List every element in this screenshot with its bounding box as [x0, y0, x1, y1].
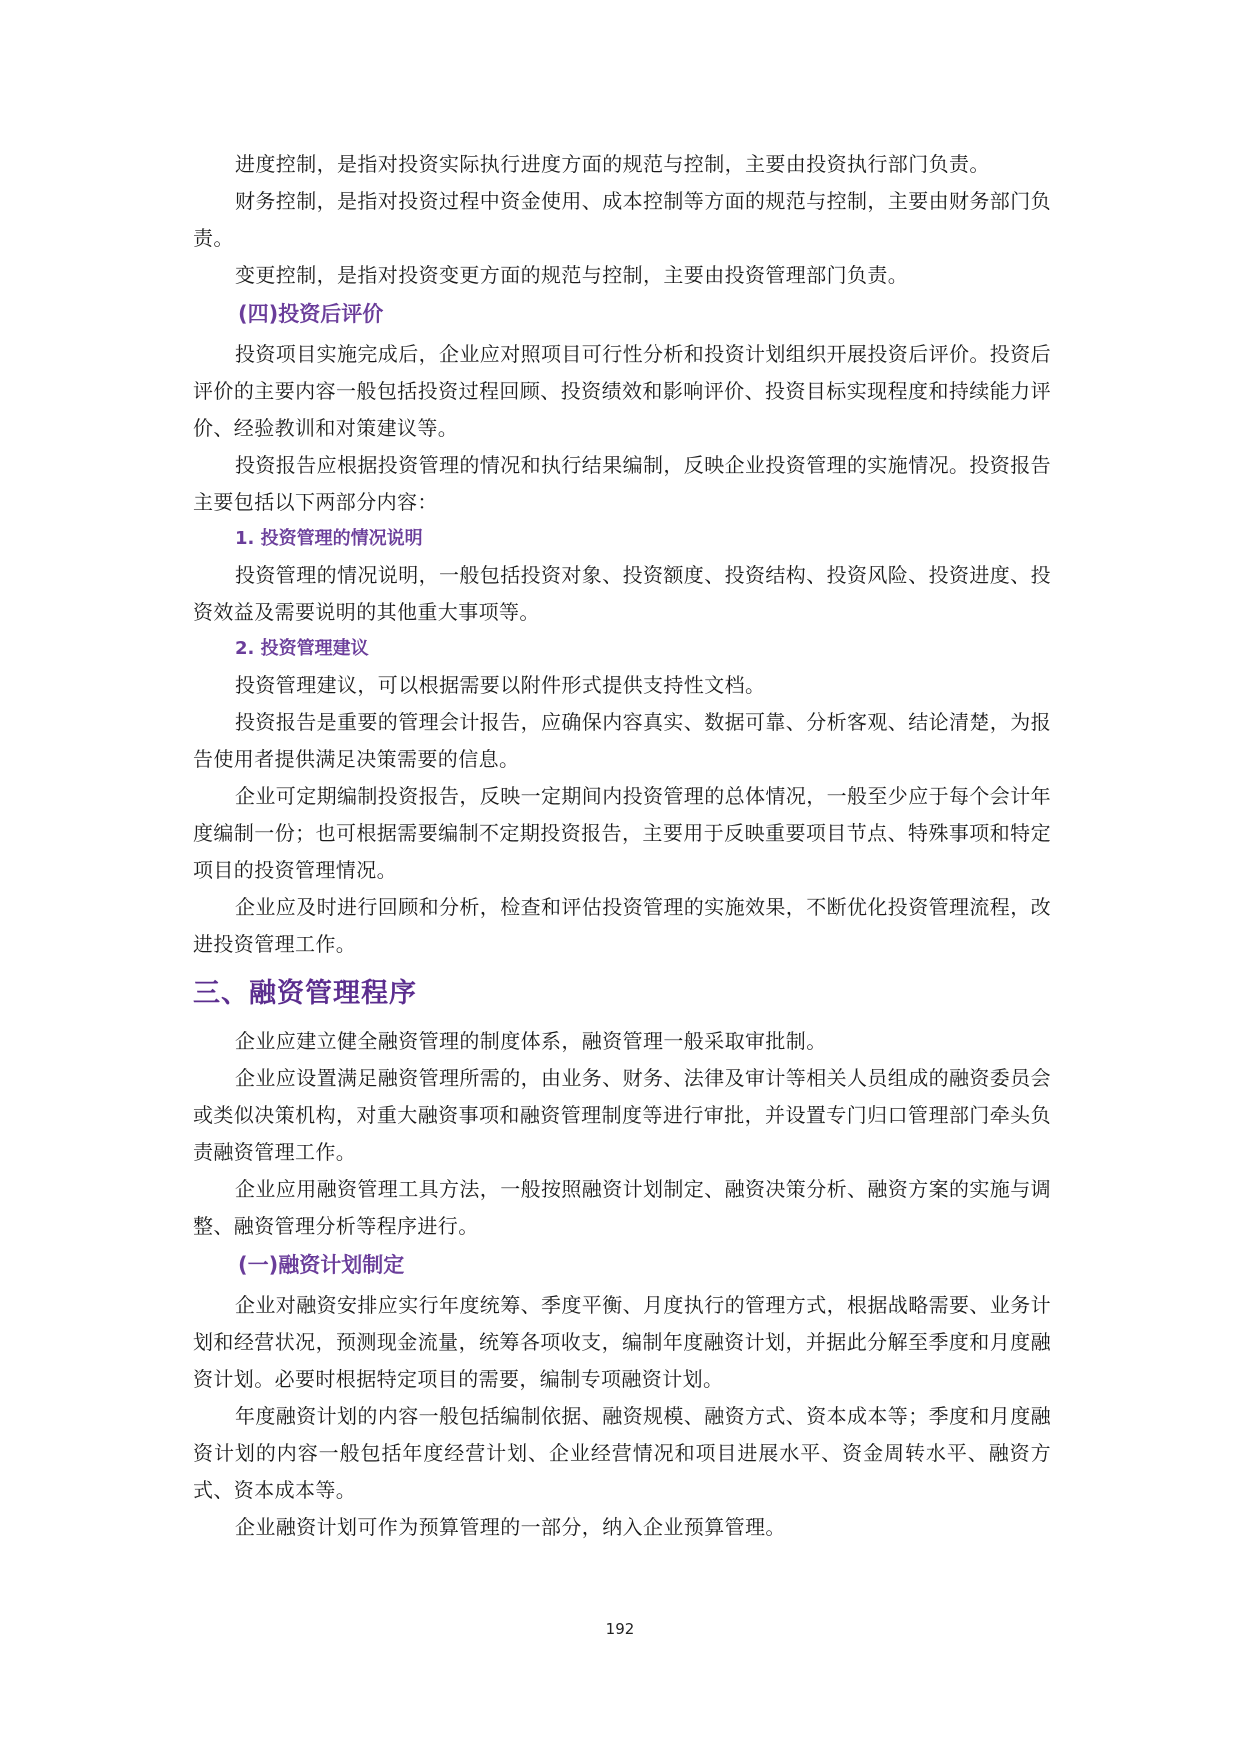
- paragraph-situation-description: 投资管理的情况说明，一般包括投资对象、投资额度、投资结构、投资风险、投资进度、投资效益及需要说明的其他重大事项等。: [193, 563, 1051, 624]
- paragraph-financing-system: 企业应建立健全融资管理的制度体系，融资管理一般采取审批制。: [235, 1029, 827, 1053]
- heading-item-2: 2. 投资管理建议: [235, 638, 369, 659]
- paragraph-financing-committee: 企业应设置满足融资管理所需的，由业务、财务、法律及审计等相关人员组成的融资委员会或类似决策机构，对重大融资事项和融资管理制度等进行审批，并设置专门归口管理部门牵头负责融资管理工作。: [193, 1066, 1051, 1164]
- paragraph-review-analysis: 企业应及时进行回顾和分析，检查和评估投资管理的实施效果，不断优化投资管理流程，改进投资管理工作。: [193, 895, 1051, 956]
- paragraph-post-evaluation: 投资项目实施完成后，企业应对照项目可行性分析和投资计划组织开展投资后评价。投资后评价的主要内容一般包括投资过程回顾、投资绩效和影响评价、投资目标实现程度和持续能力评价、经验教训和对策建议等。: [193, 342, 1051, 440]
- paragraph-progress-control: 进度控制，是指对投资实际执行进度方面的规范与控制，主要由投资执行部门负责。: [235, 152, 990, 176]
- paragraph-plan-contents: 年度融资计划的内容一般包括编制依据、融资规模、融资方式、资本成本等；季度和月度融资计划的内容一般包括年度经营计划、企业经营情况和项目进展水平、资金周转水平、融资方式、资本成本等。: [193, 1404, 1051, 1502]
- paragraph-budget-management: 企业融资计划可作为预算管理的一部分，纳入企业预算管理。: [235, 1515, 786, 1539]
- paragraph-management-suggestions: 投资管理建议，可以根据需要以附件形式提供支持性文档。: [235, 673, 766, 697]
- paragraph-change-control: 变更控制，是指对投资变更方面的规范与控制，主要由投资管理部门负责。: [235, 263, 909, 287]
- section-title-financing-procedure: 三、融资管理程序: [193, 978, 417, 1009]
- document-page: [193, 146, 1051, 1546]
- paragraph-investment-report: 投资报告应根据投资管理的情况和执行结果编制，反映企业投资管理的实施情况。投资报告主要包括以下两部分内容：: [193, 453, 1051, 514]
- paragraph-annual-plan: 企业对融资安排应实行年度统筹、季度平衡、月度执行的管理方式，根据战略需要、业务计划和经营状况，预测现金流量，统筹各项收支，编制年度融资计划，并据此分解至季度和月度融资计划。必要时根据特定项目的需要，编制专项融资计划。: [193, 1293, 1051, 1391]
- heading-financing-plan: (一)融资计划制定: [238, 1253, 405, 1277]
- paragraph-financing-tools: 企业应用融资管理工具方法，一般按照融资计划制定、融资决策分析、融资方案的实施与调整、融资管理分析等程序进行。: [193, 1177, 1051, 1238]
- paragraph-financial-control: 财务控制，是指对投资过程中资金使用、成本控制等方面的规范与控制，主要由财务部门负责。: [193, 189, 1051, 250]
- page-number: 192: [605, 1620, 635, 1638]
- paragraph-report-quality: 投资报告是重要的管理会计报告，应确保内容真实、数据可靠、分析客观、结论清楚，为报告使用者提供满足决策需要的信息。: [193, 710, 1051, 771]
- heading-post-investment-evaluation: (四)投资后评价: [238, 302, 384, 326]
- paragraph-periodic-report: 企业可定期编制投资报告，反映一定期间内投资管理的总体情况，一般至少应于每个会计年度编制一份；也可根据需要编制不定期投资报告，主要用于反映重要项目节点、特殊事项和特定项目的投资管理情况。: [193, 784, 1051, 882]
- heading-item-1: 1. 投资管理的情况说明: [235, 528, 423, 549]
